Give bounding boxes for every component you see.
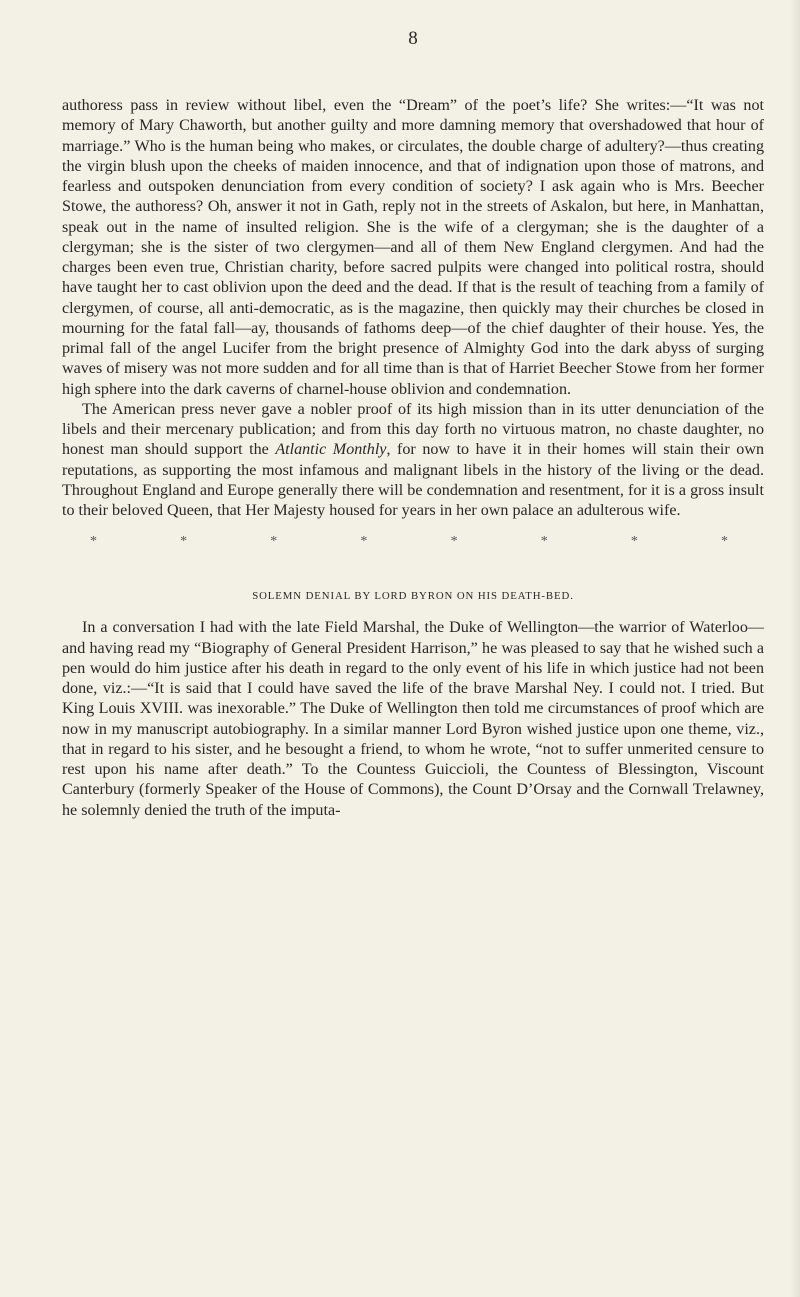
section-heading: SOLEMN DENIAL BY LORD BYRON ON HIS DEATH-BED. bbox=[252, 590, 574, 603]
magazine-title: Atlantic Monthly bbox=[275, 441, 387, 459]
asterism-separator bbox=[62, 535, 764, 549]
paragraph-continuation: authoress pass in review without libel, even the “Dream” of the poet’s life? She writes:—“It was not memory of Mary Chaworth, but another guilty and more damning memory that overshadowed that hour of marriage.” Who is the human being who makes, or circulates, the double charge of adultery?—thus creating the virgin blush upon the cheeks of maiden innocence, and that of indignation upon those of matrons, and fearless and outspoken denunciation from every condition of society? I ask again who is Mrs. Beecher Stowe, the authoress? Oh, answer it not in Gath, reply not in the streets of Askalon, but here, in Manhattan, speak out in the name of insulted religion. She is the wife of a clergyman; she is the daughter of a clergyman; she is the sister of two clergymen—and all of them New England clergymen. And had the charges been even true, Christian charity, before sacred pulpits were changed into political rostra, should have taught her to cast oblivion upon the deed and the dead. If that is the result of teaching from a family of clergymen, of course, all anti-democratic, as is the magazine, then quickly may their churches be closed in mourning for the fatal fall—ay, thousands of fathoms deep—of the chief daughter of their house. Yes, the primal fall of the angel Lucifer from the bright presence of Almighty God into the dark abyss of surging waves of misery was not more sudden and for all time than is that of Harriet Beecher Stowe from her former high sphere into the dark caverns of charnel-house oblivion and condemnation. bbox=[62, 97, 764, 398]
page-number: 8 bbox=[408, 28, 418, 49]
paragraph-press-text-after: , for now to have it in their homes will stain their own reputations, as supporting the most infamous and malignant libels in the history of the living or the dead. Throughout England and Europe generally there will be condemnation and resentment, for it is a gross insult to their beloved Queen, that Her Majesty housed for years in her own palace an adulterous wife. bbox=[62, 441, 764, 519]
asterisk: * bbox=[630, 534, 638, 550]
asterisk: * bbox=[90, 534, 97, 550]
asterisk: * bbox=[540, 534, 548, 550]
paragraph-press-text-before: The American press never gave a nobler proof of its high mission than in its utter denunciation of the libels and their mercenary publication; and from this day forth no virtuous matron, no chaste daughter, no honest man should support the bbox=[62, 400, 764, 459]
paragraph-press bbox=[62, 400, 764, 522]
asterisk: * bbox=[270, 534, 278, 550]
asterisk: * bbox=[360, 534, 368, 550]
asterisk: * bbox=[450, 534, 458, 550]
asterisk: * bbox=[180, 534, 188, 550]
page-edge-shadow bbox=[790, 0, 800, 1297]
asterisk: * bbox=[720, 534, 728, 550]
paragraph-wellington: In a conversation I had with the late Field Marshal, the Duke of Wellington—the warrior of Waterloo—and having read my “Biography of General President Harrison,” he was pleased to say that he wished such a pen would do him justice after his death in regard to the only event of his life in which justice had not been done, viz.:—“It is said that I could have saved the life of the brave Marshal Ney. I could not. I tried. But King Louis XVIII. was inexorable.” The Duke of Wellington then told me circumstances of proof which are now in my manuscript autobiography. In a similar manner Lord Byron wished justice upon one theme, viz., that in regard to his sister, and he besought a friend, to whom he wrote, “not to suffer unmerited censure to rest upon his name after death.” To the Countess Guiccioli, the Countess of Blessington, Viscount Canterbury (formerly Speaker of the House of Commons), the Count D’Orsay and the Cornwall Trelawney, he solemnly denied the truth of the imputa- bbox=[62, 619, 764, 819]
